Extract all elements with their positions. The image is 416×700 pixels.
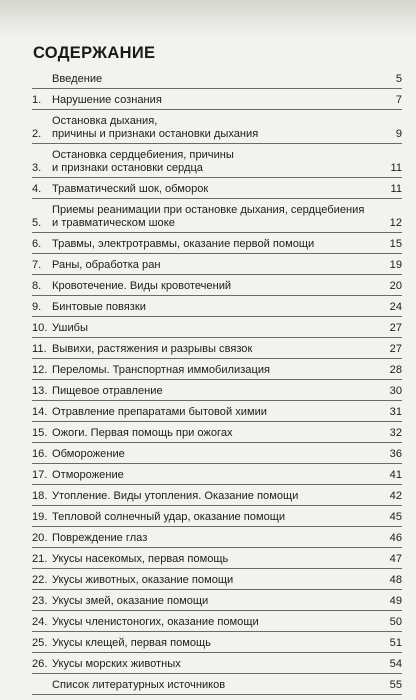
toc-entry-page: 24 xyxy=(389,301,402,313)
toc-entry-page: 55 xyxy=(389,679,402,691)
toc-entry-title-line: Укусы насекомых, первая помощь xyxy=(52,553,229,565)
toc-entry-title-line: Укусы морских животных xyxy=(52,658,181,670)
toc-entry-title-line: Список литературных источников xyxy=(52,679,226,691)
toc-entry-page: 20 xyxy=(389,280,402,292)
toc-entry-title xyxy=(52,364,386,377)
toc-entry-page: 47 xyxy=(389,553,402,565)
toc-entry-number: 4. xyxy=(32,183,42,195)
toc-entry xyxy=(32,280,402,296)
toc-entry-number: 17. xyxy=(32,469,48,481)
toc-entry-number: 25. xyxy=(32,637,48,649)
toc-entry-title xyxy=(52,448,386,461)
toc-entry xyxy=(32,343,402,359)
toc-entry-page: 48 xyxy=(389,574,402,586)
toc-entry-title xyxy=(52,406,386,419)
toc-entry-title xyxy=(52,259,386,272)
toc-entry xyxy=(32,448,402,464)
toc-entry-title xyxy=(52,385,386,398)
toc-entry-page: 11 xyxy=(390,183,402,195)
toc-entry-number: 20. xyxy=(32,532,48,544)
toc-entry xyxy=(32,322,402,338)
toc-entry-page: 28 xyxy=(389,364,402,376)
toc-entry xyxy=(32,616,402,632)
toc-entry-title-line: Пищевое отравление xyxy=(52,385,163,397)
toc-entry-title-line: Ушибы xyxy=(52,322,88,334)
toc-entry-title xyxy=(52,469,386,482)
toc-entry-title xyxy=(52,204,386,230)
toc-entry-number: 15. xyxy=(32,427,48,439)
toc-entry xyxy=(32,238,402,254)
toc-entry-number: 23. xyxy=(32,595,48,607)
toc-entry-title xyxy=(52,511,386,524)
toc-entry-page: 9 xyxy=(395,128,402,140)
toc-entry xyxy=(32,204,402,233)
toc-entry-title xyxy=(52,238,386,251)
toc-entry-page: 36 xyxy=(389,448,402,460)
toc-entry-title xyxy=(52,73,392,86)
toc-entry-page: 15 xyxy=(389,238,402,250)
toc-entry xyxy=(32,595,402,611)
table-of-contents xyxy=(32,73,402,700)
toc-entry xyxy=(32,427,402,443)
toc-entry-title-line: Травматический шок, обморок xyxy=(52,183,209,195)
toc-entry-title xyxy=(52,343,386,356)
toc-entry-title-line: Нарушение сознания xyxy=(52,94,162,106)
toc-entry xyxy=(32,183,402,199)
toc-entry-title xyxy=(52,616,386,629)
toc-entry-number: 10. xyxy=(32,322,48,334)
toc-entry-title xyxy=(52,115,392,141)
toc-entry-page: 32 xyxy=(389,427,402,439)
toc-entry-number: 8. xyxy=(32,280,42,292)
toc-entry-page: 46 xyxy=(389,532,402,544)
toc-entry-page: 41 xyxy=(389,469,402,481)
toc-entry-title xyxy=(52,637,386,650)
toc-entry-title xyxy=(52,280,386,293)
toc-entry-title-line: Остановка сердцебиения, причины xyxy=(52,149,234,161)
toc-entry-page: 49 xyxy=(389,595,402,607)
toc-entry xyxy=(32,679,402,695)
toc-entry-number: 2. xyxy=(32,128,42,140)
toc-entry-title xyxy=(52,595,386,608)
toc-entry xyxy=(32,532,402,548)
toc-entry-page: 7 xyxy=(395,94,402,106)
toc-entry-title-line: Ожоги. Первая помощь при ожогах xyxy=(52,427,233,439)
toc-entry-title-line: причины и признаки остановки дыхания xyxy=(52,128,259,140)
toc-entry-title xyxy=(52,574,386,587)
toc-entry-title xyxy=(52,301,386,314)
toc-entry-title-line: Утопление. Виды утопления. Оказание помощи xyxy=(52,490,299,502)
toc-entry-title-line: Бинтовые повязки xyxy=(52,301,146,313)
toc-entry-title xyxy=(52,427,386,440)
toc-entry-number: 21. xyxy=(32,553,48,565)
toc-entry-title-line: Отравление препаратами бытовой химии xyxy=(52,406,267,418)
toc-entry-title-line: Укусы животных, оказание помощи xyxy=(52,574,234,586)
toc-entry-number: 12. xyxy=(32,364,48,376)
toc-entry xyxy=(32,301,402,317)
toc-entry-title-line: Тепловой солнечный удар, оказание помощи xyxy=(52,511,286,523)
toc-entry xyxy=(32,637,402,653)
toc-entry-title xyxy=(52,553,386,566)
toc-entry xyxy=(32,490,402,506)
toc-entry-number: 6. xyxy=(32,238,42,250)
toc-entry xyxy=(32,385,402,401)
toc-entry xyxy=(32,149,402,178)
toc-entry-page: 27 xyxy=(389,343,402,355)
toc-entry xyxy=(32,658,402,674)
toc-entry-title-line: и травматическом шоке xyxy=(52,217,175,229)
show-through-text xyxy=(0,0,416,36)
toc-entry-title xyxy=(52,94,392,107)
toc-entry xyxy=(32,406,402,422)
toc-entry-number: 14. xyxy=(32,406,48,418)
toc-entry-number: 3. xyxy=(32,162,42,174)
toc-entry-number: 13. xyxy=(32,385,48,397)
toc-entry xyxy=(32,553,402,569)
toc-entry-page: 5 xyxy=(395,73,402,85)
toc-entry-number: 5. xyxy=(32,217,42,229)
toc-entry-title-line: Приемы реанимации при остановке дыхания, сердцебиения xyxy=(52,204,365,216)
toc-entry-page: 19 xyxy=(389,259,402,271)
toc-entry-number: 24. xyxy=(32,616,48,628)
toc-entry xyxy=(32,94,402,110)
toc-entry-page: 11 xyxy=(390,162,402,174)
toc-entry-title xyxy=(52,149,386,175)
toc-entry-page: 30 xyxy=(389,385,402,397)
toc-entry-title-line: и признаки остановки сердца xyxy=(52,162,203,174)
toc-entry-page: 42 xyxy=(389,490,402,502)
toc-entry-title-line: Кровотечение. Виды кровотечений xyxy=(52,280,232,292)
toc-entry-page: 31 xyxy=(389,406,402,418)
toc-entry-page: 50 xyxy=(389,616,402,628)
toc-entry-title-line: Введение xyxy=(52,73,103,85)
toc-entry-number: 26. xyxy=(32,658,48,670)
toc-entry-title-line: Повреждение глаз xyxy=(52,532,148,544)
toc-entry-title-line: Отморожение xyxy=(52,469,124,481)
toc-entry-number: 22. xyxy=(32,574,48,586)
toc-entry-title xyxy=(52,679,386,692)
toc-entry xyxy=(32,259,402,275)
toc-entry-title-line: Переломы. Транспортная иммобилизация xyxy=(52,364,271,376)
toc-entry-number: 1. xyxy=(32,94,42,106)
toc-entry-title xyxy=(52,322,386,335)
toc-entry-number: 7. xyxy=(32,259,42,271)
toc-entry-number: 16. xyxy=(32,448,48,460)
toc-entry-title-line: Вывихи, растяжения и разрывы связок xyxy=(52,343,253,355)
toc-entry-page: 45 xyxy=(389,511,402,523)
toc-entry-page: 51 xyxy=(389,637,402,649)
toc-entry xyxy=(32,115,402,144)
toc-entry-title-line: Укусы клещей, первая помощь xyxy=(52,637,211,649)
toc-entry-title xyxy=(52,658,386,671)
toc-entry-number: 11. xyxy=(32,343,47,355)
page-title: СОДЕРЖАНИЕ xyxy=(33,44,156,62)
toc-entry-number: 18. xyxy=(32,490,48,502)
toc-entry xyxy=(32,511,402,527)
toc-entry-number: 9. xyxy=(32,301,42,313)
toc-entry-page: 12 xyxy=(389,217,402,229)
toc-entry-title xyxy=(52,183,386,196)
toc-entry-title xyxy=(52,490,386,503)
toc-entry-page: 27 xyxy=(389,322,402,334)
toc-entry-title-line: Укусы змей, оказание помощи xyxy=(52,595,209,607)
toc-entry-title xyxy=(52,532,386,545)
toc-entry xyxy=(32,574,402,590)
toc-entry-number: 19. xyxy=(32,511,48,523)
toc-entry-title-line: Раны, обработка ран xyxy=(52,259,161,271)
toc-entry xyxy=(32,73,402,89)
toc-entry xyxy=(32,469,402,485)
toc-entry xyxy=(32,364,402,380)
toc-entry-title-line: Обморожение xyxy=(52,448,125,460)
toc-entry-title-line: Укусы членистоногих, оказание помощи xyxy=(52,616,259,628)
toc-entry-title-line: Травмы, электротравмы, оказание первой помощи xyxy=(52,238,315,250)
toc-entry-page: 54 xyxy=(389,658,402,670)
toc-entry-title-line: Остановка дыхания, xyxy=(52,115,158,127)
